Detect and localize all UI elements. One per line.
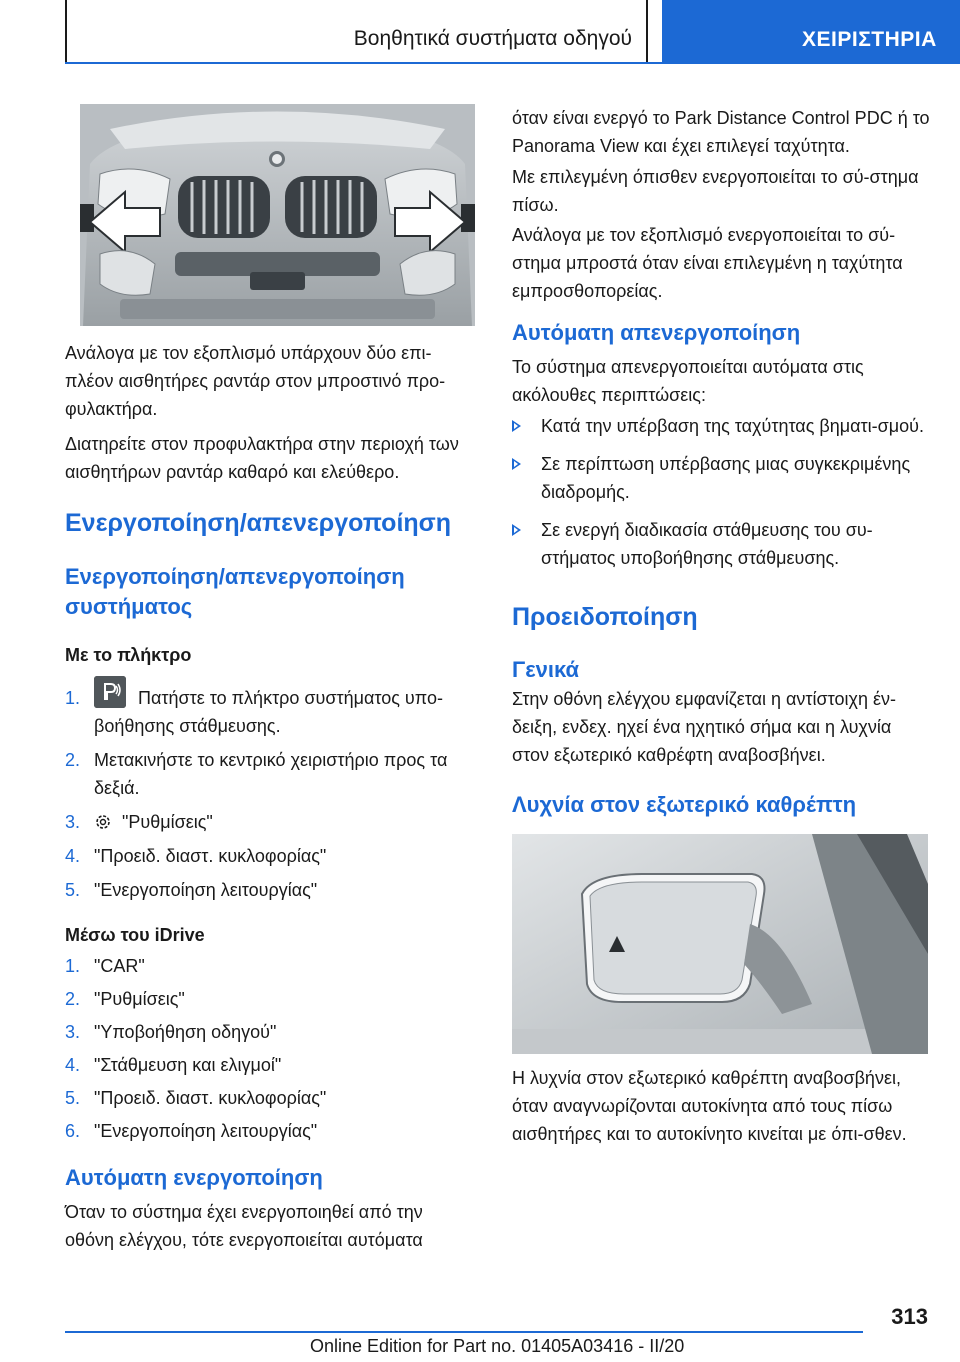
right-paragraph-3: Ανάλογα με τον εξοπλισμό ενεργοποιείται το σύ-στημα μπροστά όταν είναι επιλεγμένη η ταχύτητα εμπροσθοπορείας.	[512, 225, 903, 301]
step-number: 4.	[65, 846, 81, 866]
step-text: "Ρυθμίσεις"	[122, 812, 213, 832]
step-number: 5.	[65, 1088, 81, 1108]
bullet-triangle-icon	[512, 524, 521, 536]
side-mirror-illustration	[512, 834, 928, 1054]
step-text: "CAR"	[94, 956, 145, 976]
step-number: 5.	[65, 880, 81, 900]
step-number: 1.	[65, 956, 81, 976]
list-item	[65, 1117, 480, 1145]
edition-footer: Online Edition for Part no. 01405A03416 - II/20	[310, 1336, 685, 1356]
heading-warning: Προειδοποίηση	[512, 603, 698, 631]
section-tab-label: ΧΕΙΡΙΣΤΗΡΙΑ	[802, 28, 937, 51]
step-number: 2.	[65, 989, 81, 1009]
header-rule	[65, 62, 960, 64]
bullet-text: Σε περίπτωση υπέρβασης μιας συγκεκριμένης διαδρομής.	[541, 454, 911, 502]
list-item	[65, 746, 480, 802]
general-paragraph: Στην οθόνη ελέγχου εμφανίζεται η αντίστοιχη έν-δειξη, ενδεχ. ηχεί ένα ηχητικό σήμα και η λυχνία στον εξωτερικό καθρέφτη αναβοσβήνει.	[512, 689, 896, 765]
auto-deactivation-paragraph: Το σύστημα απενεργοποιείται αυτόματα στις ακόλουθες περιπτώσεις:	[512, 357, 864, 405]
heading-auto-activation: Αυτόματη ενεργοποίηση	[65, 1165, 323, 1190]
heading-via-idrive: Μέσω του iDrive	[65, 925, 205, 945]
step-text: "Ενεργοποίηση λειτουργίας"	[94, 1121, 318, 1141]
page-header	[0, 0, 960, 64]
step-text: "Ρυθμίσεις"	[94, 989, 185, 1009]
step-text: "Ενεργοποίηση λειτουργίας"	[94, 880, 318, 900]
step-number: 2.	[65, 750, 81, 770]
mirror-paragraph: Η λυχνία στον εξωτερικό καθρέπτη αναβοσβήνει, όταν αναγνωρίζονται αυτοκίνητα από τους πίσω αισθητήρες και το αυτοκίνητο κινείται με όπι-σθεν.	[512, 1068, 907, 1144]
list-item	[65, 1051, 480, 1079]
list-item	[512, 412, 930, 440]
step-number: 4.	[65, 1055, 81, 1075]
chapter-title: Βοηθητικά συστήματα οδηγού	[353, 27, 632, 50]
step-text: "Προειδ. διαστ. κυκλοφορίας"	[94, 1088, 327, 1108]
step-text: "Προειδ. διαστ. κυκλοφορίας"	[94, 846, 327, 866]
park-assist-button-icon	[94, 676, 126, 708]
list-item	[65, 1084, 480, 1112]
right-paragraph-1: όταν είναι ενεργό το Park Distance Control PDC ή το Panorama View και έχει επιλεγεί ταχύτητα.	[512, 108, 930, 156]
car-front-illustration	[80, 104, 475, 326]
footer-rule	[65, 1331, 863, 1333]
list-item	[512, 450, 930, 506]
chapter-box	[65, 0, 648, 62]
button-steps-list	[65, 684, 480, 904]
list-item	[512, 516, 930, 572]
step-number: 6.	[65, 1121, 81, 1141]
step-number: 3.	[65, 812, 81, 832]
step-text: Πατήστε το πλήκτρο συστήματος υπο-βοήθησης στάθμευσης.	[94, 688, 443, 736]
bullet-text: Σε ενεργή διαδικασία στάθμευσης του συ-στήματος υποβοήθησης στάθμευσης.	[541, 520, 873, 568]
step-number: 1.	[65, 688, 81, 708]
section-tab[interactable]	[662, 0, 960, 64]
list-item	[65, 1018, 480, 1046]
deactivation-bullets	[512, 412, 930, 572]
step-text: Μετακινήστε το κεντρικό χειριστήριο προς τα δεξιά.	[94, 750, 448, 798]
bullet-triangle-icon	[512, 458, 521, 470]
list-item	[65, 985, 480, 1013]
heading-mirror-lamp: Λυχνία στον εξωτερικό καθρέπτη	[512, 792, 857, 817]
intro-paragraph-1: Ανάλογα με τον εξοπλισμό υπάρχουν δύο επι-πλέον αισθητήρες ραντάρ στον μπροστινό προ-φυλακτήρα.	[65, 343, 446, 419]
step-text: "Στάθμευση και ελιγμοί"	[94, 1055, 282, 1075]
heading-activation: Ενεργοποίηση/απενεργοποίηση	[65, 509, 452, 537]
page-number: 313	[891, 1304, 928, 1329]
auto-activation-paragraph: Όταν το σύστημα έχει ενεργοποιηθεί από την οθόνη ελέγχου, τότε ενεργοποιείται αυτόματα	[65, 1202, 423, 1250]
list-item	[65, 684, 480, 740]
right-paragraph-2: Με επιλεγμένη όπισθεν ενεργοποιείται το σύ-στημα πίσω.	[512, 167, 919, 215]
list-item	[65, 876, 480, 904]
list-item	[65, 808, 480, 836]
list-item	[65, 842, 480, 870]
gear-icon	[94, 811, 112, 829]
bullet-triangle-icon	[512, 420, 521, 432]
intro-paragraph-2: Διατηρείτε στον προφυλακτήρα στην περιοχή των αισθητήρων ραντάρ καθαρό και ελεύθερο.	[65, 434, 459, 482]
step-text: "Υποβοήθηση οδηγού"	[94, 1022, 277, 1042]
heading-auto-deactivation: Αυτόματη απενεργοποίηση	[512, 320, 801, 345]
idrive-steps-list	[65, 952, 480, 1145]
bullet-text: Κατά την υπέρβαση της ταχύτητας βηματι-σμού.	[541, 416, 924, 436]
step-number: 3.	[65, 1022, 81, 1042]
heading-with-button: Με το πλήκτρο	[65, 645, 192, 665]
heading-system-activation: Ενεργοποίηση/απενεργοποίηση συστήματος	[65, 564, 405, 619]
list-item	[65, 952, 480, 980]
heading-general: Γενικά	[512, 657, 580, 682]
